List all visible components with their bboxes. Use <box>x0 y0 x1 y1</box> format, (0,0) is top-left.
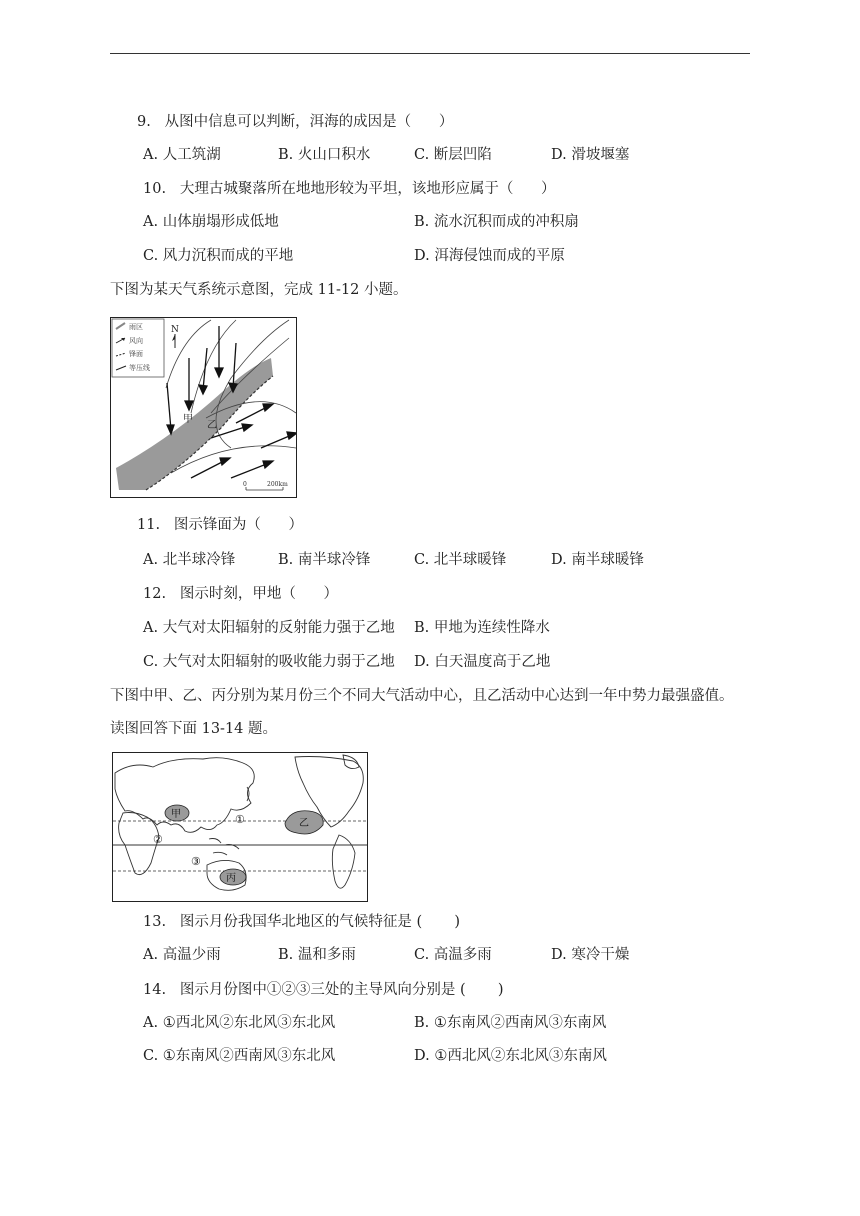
question-10-option-a: A. 山体崩塌形成低地 <box>143 214 279 230</box>
world-map-diagram <box>113 753 367 901</box>
question-13-option-a: A. 高温少雨 <box>143 947 221 963</box>
question-14-option-b: B. ①东南风②西南风③东南风 <box>414 1015 607 1031</box>
center-yi-label: 乙 <box>299 818 309 829</box>
header-rule <box>110 53 750 54</box>
question-11-option-b: B. 南半球冷锋 <box>278 552 371 568</box>
question-11-option-a: A. 北半球冷锋 <box>143 552 236 568</box>
question-12-option-c: C. 大气对太阳辐射的吸收能力弱于乙地 <box>143 654 395 670</box>
weather-system-figure <box>110 317 297 498</box>
question-14-stem: 14. 图示月份图中①②③三处的主导风向分别是 ( ) <box>143 982 504 998</box>
question-10-option-c: C. 风力沉积而成的平地 <box>143 248 294 264</box>
legend-wind: 风向 <box>129 337 143 345</box>
scale-zero: 0 <box>243 481 247 488</box>
label-yi: 乙 <box>207 420 217 431</box>
question-13-option-c: C. 高温多雨 <box>414 947 492 963</box>
weather-system-diagram <box>111 318 296 497</box>
marker-1: ① <box>235 813 245 826</box>
question-11-option-c: C. 北半球暖锋 <box>414 552 507 568</box>
legend-front: 锋面 <box>129 350 143 358</box>
question-9-option-b: B. 火山口积水 <box>278 147 371 163</box>
question-11-stem: 11. 图示锋面为（ ） <box>137 517 304 533</box>
center-jia-label: 甲 <box>171 809 181 820</box>
question-12-option-d: D. 白天温度高于乙地 <box>414 654 551 670</box>
question-12-stem: 12. 图示时刻，甲地（ ） <box>143 586 339 602</box>
question-11-option-d: D. 南半球暖锋 <box>551 552 644 568</box>
intro-13-14-line2: 读图回答下面 13-14 题。 <box>110 721 278 737</box>
question-13-stem: 13. 图示月份我国华北地区的气候特征是 ( ) <box>143 914 461 930</box>
intro-13-14-line1: 下图中甲、乙、丙分别为某月份三个不同大气活动中心，且乙活动中心达到一年中势力最强盛值。 <box>110 688 734 704</box>
intro-11-12: 下图为某天气系统示意图，完成 11-12 小题。 <box>110 282 408 298</box>
question-13-option-d: D. 寒冷干燥 <box>551 947 630 963</box>
center-bing-label: 丙 <box>226 873 236 884</box>
scale-distance: 200km <box>267 481 288 488</box>
question-10-stem: 10. 大理古城聚落所在地地形较为平坦，该地形应属于（ ） <box>143 181 556 197</box>
legend-rain: 雨区 <box>129 323 143 331</box>
question-9-option-a: A. 人工筑湖 <box>143 147 221 163</box>
question-13-option-b: B. 温和多雨 <box>278 947 356 963</box>
question-14-option-a: A. ①西北风②东北风③东北风 <box>143 1015 336 1031</box>
legend-isobar: 等压线 <box>129 364 150 372</box>
marker-2: ② <box>153 833 163 846</box>
question-14-option-d: D. ①西北风②东北风③东南风 <box>414 1048 607 1064</box>
question-9-option-d: D. 滑坡堰塞 <box>551 147 630 163</box>
label-jia: 甲 <box>183 414 193 425</box>
question-9-stem: 9. 从图中信息可以判断，洱海的成因是（ ） <box>137 114 454 130</box>
question-9-option-c: C. 断层凹陷 <box>414 147 492 163</box>
north-label: N <box>171 325 179 335</box>
question-14-option-c: C. ①东南风②西南风③东北风 <box>143 1048 336 1064</box>
marker-3: ③ <box>191 855 201 868</box>
question-10-option-d: D. 洱海侵蚀而成的平原 <box>414 248 565 264</box>
question-10-option-b: B. 流水沉积而成的冲积扇 <box>414 214 579 230</box>
pressure-center-map <box>112 752 368 902</box>
question-12-option-b: B. 甲地为连续性降水 <box>414 620 550 636</box>
question-12-option-a: A. 大气对太阳辐射的反射能力强于乙地 <box>143 620 395 636</box>
